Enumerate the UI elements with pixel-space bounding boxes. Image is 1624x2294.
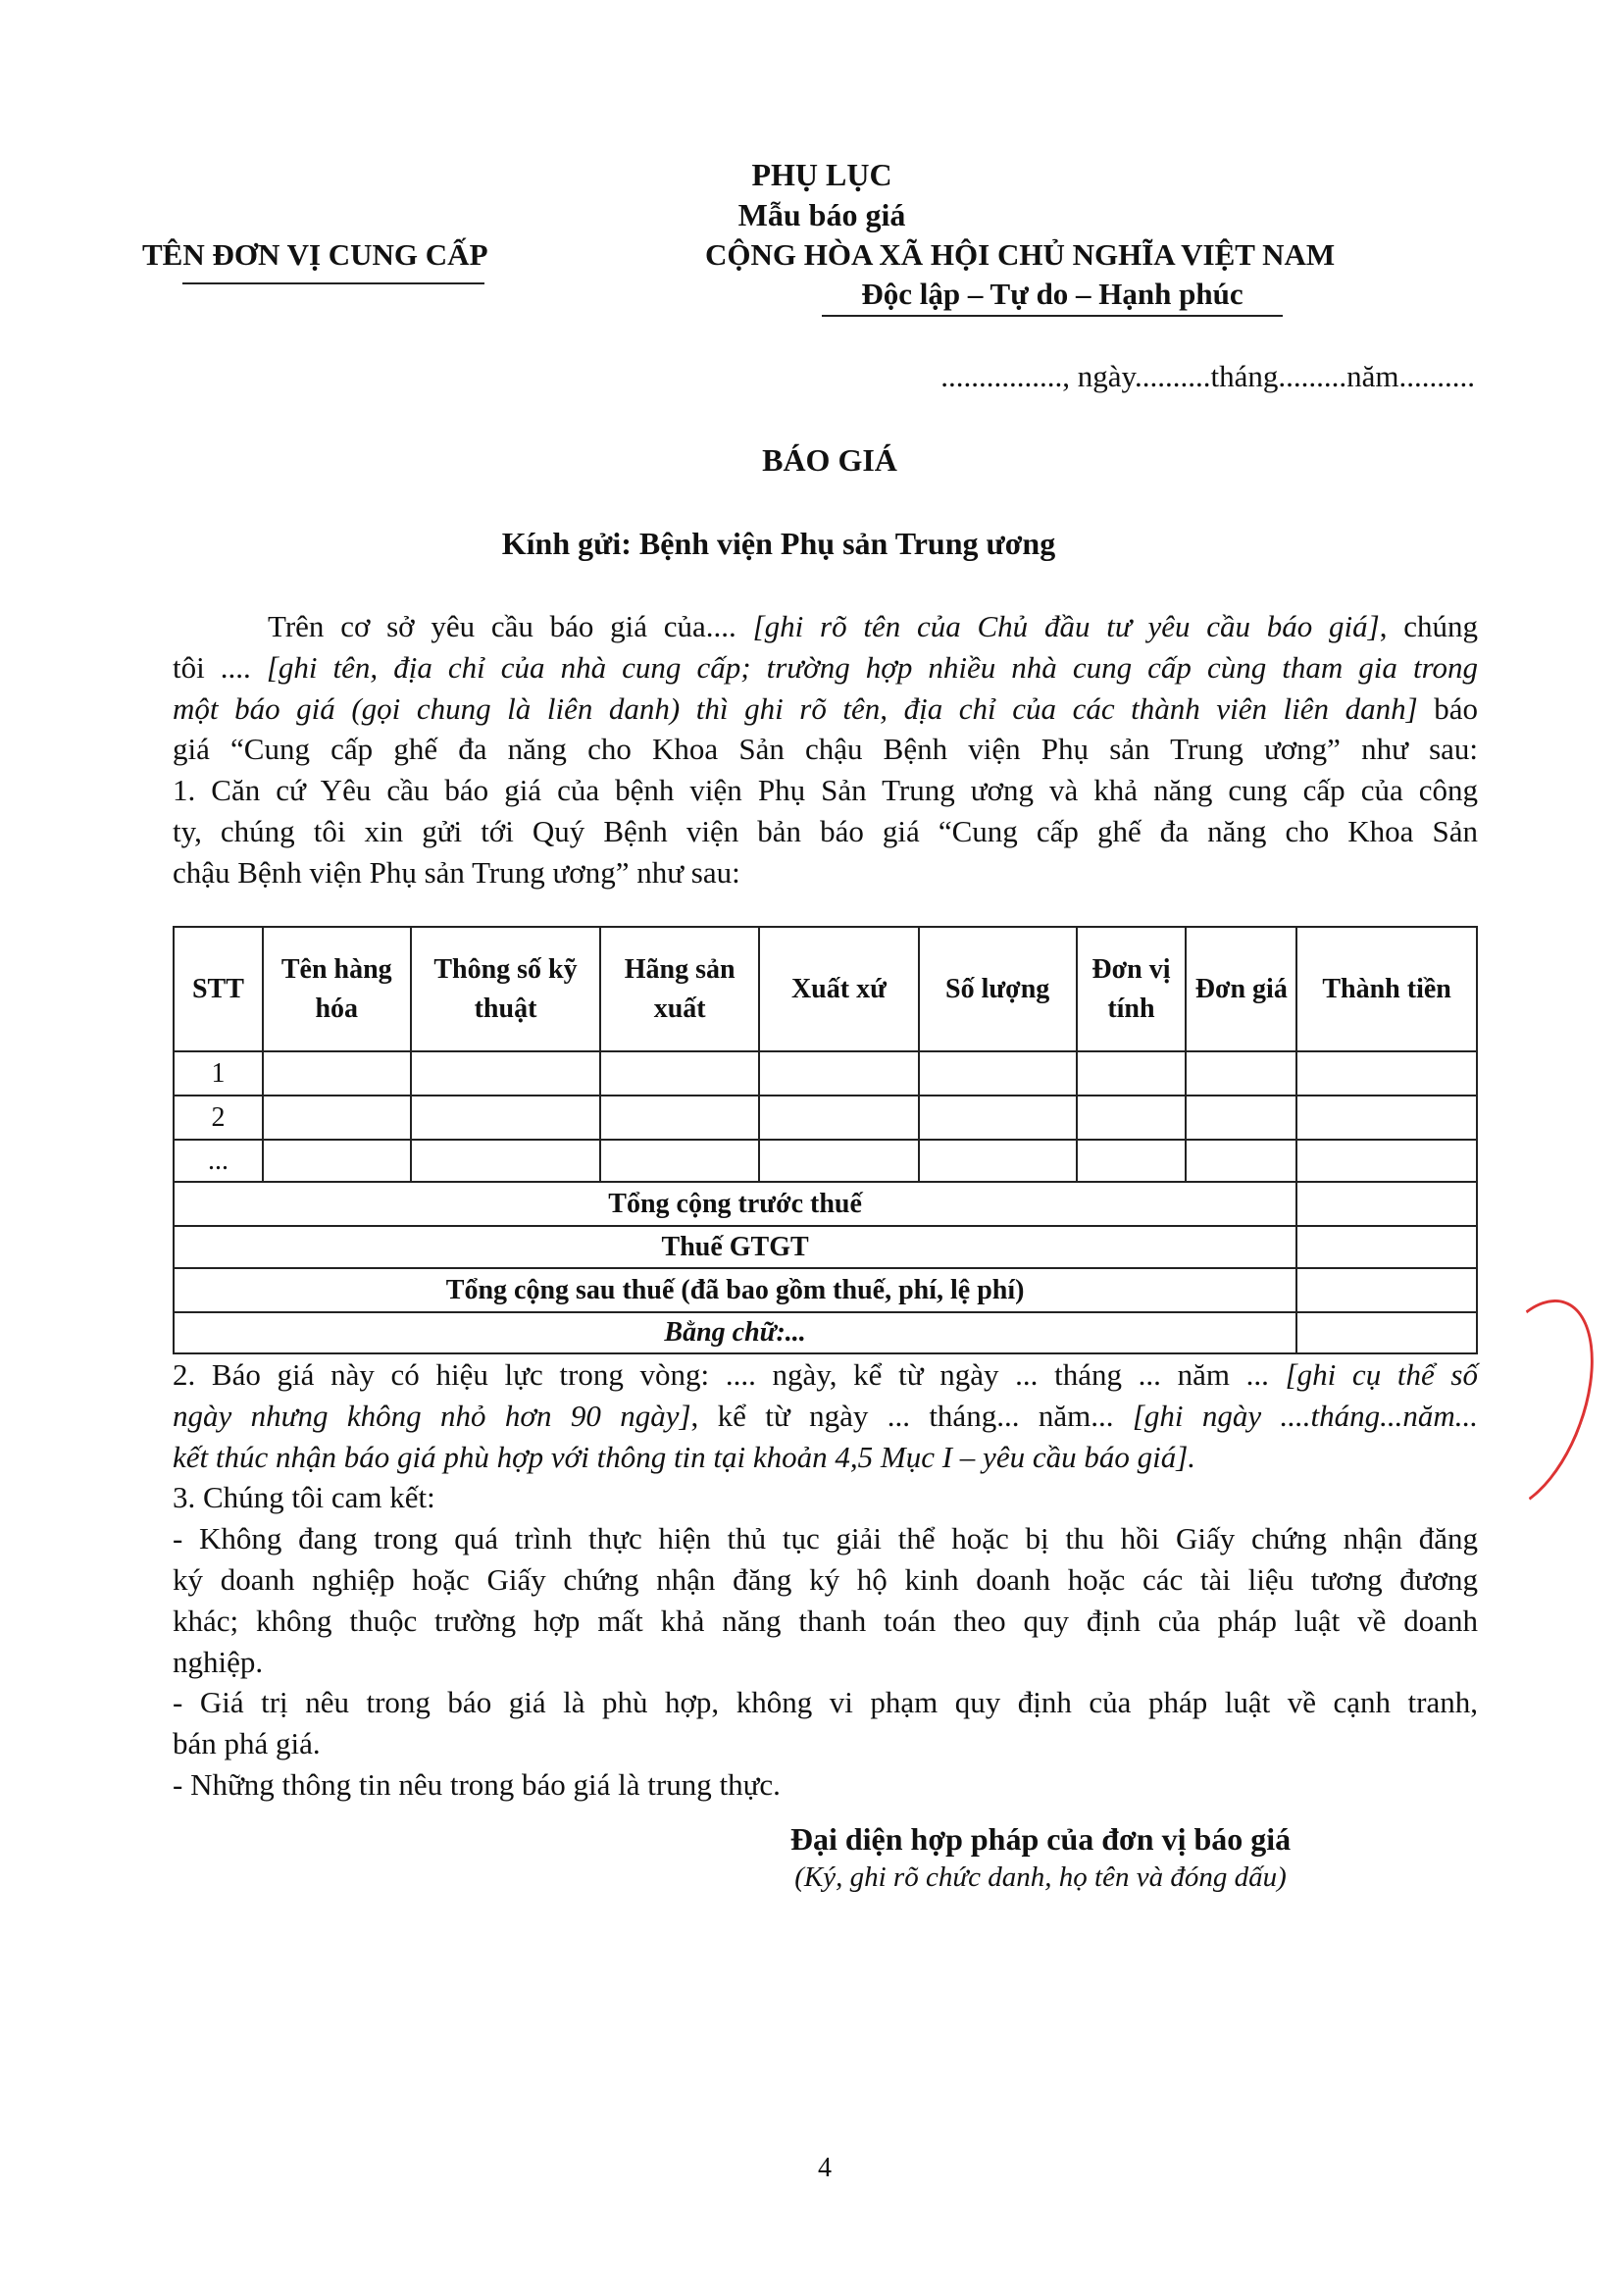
supplier-name: TÊN ĐƠN VỊ CUNG CẤP — [142, 237, 488, 272]
column-header: Đơn vị tính — [1077, 927, 1187, 1051]
table-cell — [1186, 1140, 1296, 1182]
table-cell — [759, 1096, 919, 1140]
text-line — [173, 1642, 1478, 1683]
column-header: STT — [174, 927, 263, 1051]
text-line — [173, 770, 1478, 811]
signature-note: (Ký, ghi rõ chức danh, họ tên và đóng dấu) — [794, 1861, 1287, 1893]
text-line — [173, 1354, 1478, 1396]
row-number: 1 — [174, 1051, 263, 1096]
table-cell — [759, 1140, 919, 1182]
text-line — [173, 852, 1478, 893]
date-line: ................, ngày..........tháng.........năm.......... — [940, 359, 1475, 393]
column-header: Xuất xứ — [759, 927, 919, 1051]
table-row — [174, 1140, 1477, 1182]
motto: Độc lập – Tự do – Hạnh phúc — [861, 277, 1243, 311]
text-line — [173, 1477, 1478, 1518]
text-segment: nghiệp. — [173, 1644, 264, 1679]
table-cell — [759, 1051, 919, 1096]
italic-instruction: [ghi rõ tên của Chủ đầu tư yêu cầu báo giá] — [752, 609, 1380, 643]
text-line — [173, 1682, 1478, 1723]
table-cell — [1186, 1096, 1296, 1140]
table-cell — [919, 1096, 1077, 1140]
subtotal-value — [1296, 1182, 1477, 1226]
row-number: ... — [174, 1140, 263, 1182]
table-cell — [411, 1051, 601, 1096]
total-label: Tổng cộng sau thuế (đã bao gồm thuế, phí, lệ phí) — [174, 1268, 1296, 1312]
italic-instruction: một báo giá (gọi chung là liên danh) thì ghi rõ tên, địa chỉ của các thành viên liên danh] — [173, 690, 1418, 726]
nation-heading: CỘNG HÒA XÃ HỘI CHỦ NGHĨA VIỆT NAM — [705, 237, 1336, 272]
table-cell — [600, 1140, 759, 1182]
table-cell — [1296, 1140, 1477, 1182]
text-segment: ký doanh nghiệp hoặc Giấy chứng nhận đăng ký hộ kinh doanh hoặc các tài liệu tương đương — [173, 1561, 1478, 1597]
vat-value — [1296, 1226, 1477, 1268]
table-cell — [411, 1140, 601, 1182]
table-header-row — [174, 927, 1477, 1051]
table-cell — [1296, 1096, 1477, 1140]
signature-title: Đại diện hợp pháp của đơn vị báo giá — [789, 1821, 1292, 1857]
text-segment: Trên cơ sở yêu cầu báo giá của.... — [268, 609, 753, 643]
vat-label: Thuế GTGT — [174, 1226, 1296, 1268]
document-title: BÁO GIÁ — [762, 442, 897, 478]
table-cell — [1296, 1051, 1477, 1096]
text-segment: khác; không thuộc trường hợp mất khả năng thanh toán theo quy định của pháp luật về doanh — [173, 1603, 1478, 1638]
text-line — [173, 1437, 1478, 1478]
amount-in-words: Bằng chữ:... — [174, 1312, 1296, 1353]
text-line — [173, 1723, 1478, 1764]
table-cell — [263, 1140, 411, 1182]
quote-table — [173, 926, 1478, 1354]
column-header: Hãng sản xuất — [600, 927, 759, 1051]
text-line — [173, 1559, 1478, 1601]
italic-instruction: ngày nhưng không nhỏ hơn 90 ngày] — [173, 1398, 691, 1433]
text-segment: - Những thông tin nêu trong báo giá là trung thực. — [173, 1766, 781, 1802]
text-line — [173, 729, 1478, 770]
table-cell — [263, 1051, 411, 1096]
row-number: 2 — [174, 1096, 263, 1140]
text-segment: 3. Chúng tôi cam kết: — [173, 1480, 435, 1515]
table-cell — [1186, 1051, 1296, 1096]
table-cell — [600, 1096, 759, 1140]
text-line — [173, 647, 1478, 688]
text-segment: ty, chúng tôi xin gửi tới Quý Bệnh viện bản báo giá “Cung cấp ghế đa năng cho Khoa Sản — [173, 813, 1478, 848]
total-value — [1296, 1268, 1477, 1312]
form-name: Mẫu báo giá — [737, 197, 906, 232]
appendix-heading: PHỤ LỤC — [751, 157, 892, 192]
terms-paragraph — [173, 1354, 1478, 1806]
table-cell — [1077, 1096, 1187, 1140]
text-line — [173, 606, 1478, 647]
text-segment: tôi .... — [173, 649, 267, 685]
intro-paragraph — [173, 606, 1478, 893]
text-line — [173, 1518, 1478, 1559]
text-segment: báo — [1417, 690, 1479, 726]
text-segment: , kể từ ngày ... tháng... năm... — [690, 1398, 1133, 1433]
text-segment: bán phá giá. — [173, 1726, 321, 1761]
italic-instruction: [ghi tên, địa chỉ của nhà cung cấp; trường hợp nhiều nhà cung cấp cùng tham gia trong — [266, 649, 1478, 685]
supplier-underline — [182, 282, 484, 284]
italic-instruction: [ghi cụ thể số — [1285, 1357, 1478, 1392]
table-cell — [919, 1051, 1077, 1096]
recipient: Kính gửi: Bệnh viện Phụ sản Trung ương — [501, 526, 1056, 561]
text-line — [173, 1764, 1478, 1806]
table-row — [174, 1051, 1477, 1096]
text-line — [173, 811, 1478, 852]
motto-underline — [822, 315, 1283, 317]
text-segment: chậu Bệnh viện Phụ sản Trung ương” như sau: — [173, 854, 740, 890]
column-header: Số lượng — [919, 927, 1077, 1051]
text-segment: - Giá trị nêu trong báo giá là phù hợp, không vi phạm quy định của pháp luật về cạnh tranh, — [173, 1685, 1478, 1720]
table-cell — [1077, 1140, 1187, 1182]
table-row — [174, 1096, 1477, 1140]
table-cell — [1077, 1051, 1187, 1096]
text-segment: 2. Báo giá này có hiệu lực trong vòng: .... ngày, kể từ ngày ... tháng ... năm ... — [173, 1357, 1286, 1392]
table-cell — [263, 1096, 411, 1140]
text-line — [173, 688, 1478, 730]
text-line — [173, 1601, 1478, 1642]
column-header: Đơn giá — [1186, 927, 1296, 1051]
page-number: 4 — [818, 2153, 832, 2183]
column-header: Tên hàng hóa — [263, 927, 411, 1051]
text-segment: , chúng — [1379, 609, 1479, 643]
table-cell — [600, 1051, 759, 1096]
subtotal-label: Tổng cộng trước thuế — [174, 1182, 1296, 1226]
amount-in-words-value — [1296, 1312, 1477, 1353]
column-header: Thành tiền — [1296, 927, 1477, 1051]
text-segment: - Không đang trong quá trình thực hiện thủ tục giải thể hoặc bị thu hồi Giấy chứng nhận đăng — [173, 1521, 1478, 1556]
text-line — [173, 1396, 1478, 1437]
table-cell — [919, 1140, 1077, 1182]
text-segment: 1. Căn cứ Yêu cầu báo giá của bệnh viện Phụ Sản Trung ương và khả năng cung cấp của công — [173, 773, 1478, 808]
column-header: Thông số kỹ thuật — [411, 927, 601, 1051]
italic-instruction: [ghi ngày ....tháng...năm... — [1132, 1398, 1478, 1433]
table-cell — [411, 1096, 601, 1140]
text-segment: giá “Cung cấp ghế đa năng cho Khoa Sản chậu Bệnh viện Phụ sản Trung ương” như sau: — [173, 732, 1478, 767]
italic-instruction: kết thúc nhận báo giá phù hợp với thông tin tại khoản 4,5 Mục I – yêu cầu báo giá]. — [173, 1439, 1196, 1474]
